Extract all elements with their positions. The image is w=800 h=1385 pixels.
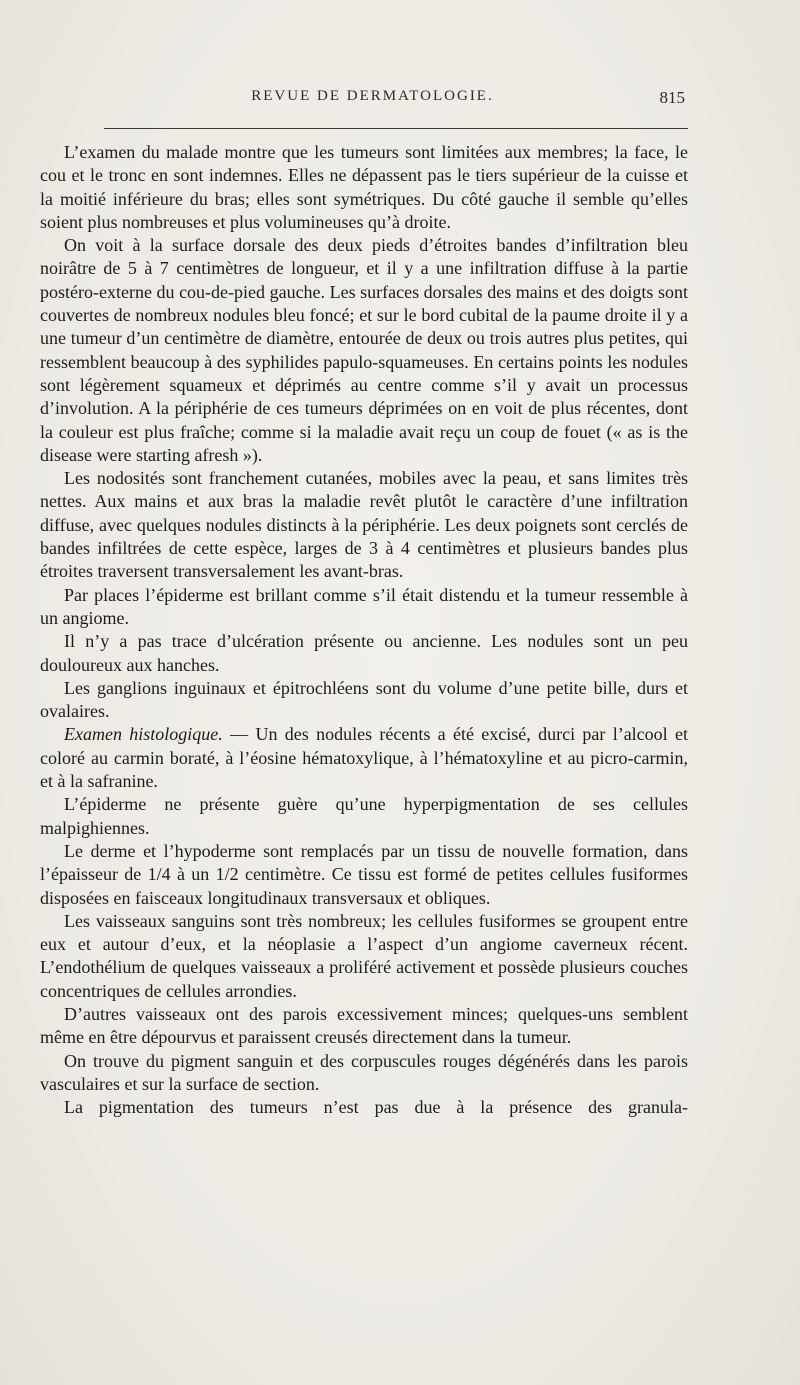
section-heading-italic: Examen histologique.: [64, 724, 223, 745]
body-text: [40, 141, 688, 1119]
paragraph: Les ganglions inguinaux et épitrochléens sont du volume d’une petite bille, durs et ovalaires.: [40, 677, 688, 722]
page-number: 815: [659, 88, 685, 107]
paragraph-text: — Un des nodules récents a été excisé, durci par l’alcool et coloré au carmin boraté, à l’éosine hématoxylique, à l’hématoxyline et au picro-carmin, et à la safranine.: [40, 724, 688, 792]
running-title: REVUE DE DERMATOLOGIE.: [251, 88, 494, 104]
paragraph: Il n’y a pas trace d’ulcération présente ou ancienne. Les nodules sont un peu douloureux aux hanches.: [40, 631, 688, 675]
page-header: [60, 88, 685, 112]
paragraph: D’autres vaisseaux ont des parois excessivement minces; quelques-uns semblent même en être dépourvus et paraissent creusés directement dans la tumeur.: [40, 1003, 688, 1048]
paragraph-continued: La pigmentation des tumeurs n’est pas due à la présence des granula-: [64, 1097, 688, 1118]
paragraph-histology: [40, 723, 688, 793]
paragraph: Par places l’épiderme est brillant comme s’il était distendu et la tumeur ressemble à un angiome.: [40, 584, 688, 628]
header-rule: [104, 128, 688, 129]
paragraph: Le derme et l’hypoderme sont remplacés par un tissu de nouvelle formation, dans l’épaisseur de 1/4 à un 1/2 centimètre. Ce tissu est formé de petites cellules fusiformes disposées en faisceaux longitudinaux transversaux et obliques.: [40, 840, 688, 908]
paragraph: L’examen du malade montre que les tumeurs sont limitées aux membres; la face, le cou et le tronc en sont indemnes. Elles ne dépassent pas le tiers supérieur de la cuisse et la moitié inférieure du bras; elles sont symétriques. Du côté gauche il semble qu’elles soient plus nombreuses et plus volumineuses qu’à droite.: [40, 142, 688, 232]
paragraph: Les nodosités sont franchement cutanées, mobiles avec la peau, et sans limites très nettes. Aux mains et aux bras la maladie revêt plutôt le caractère d’une infiltration diffuse, avec quelques nodules distincts à la périphérie. Les deux poignets sont cerclés de bandes infiltrées de cette espèce, larges de 3 à 4 centimètres et plusieurs bandes plus étroites traversent transversalement les avant-bras.: [40, 468, 688, 582]
paragraph: On trouve du pigment sanguin et des corpuscules rouges dégénérés dans les parois vasculaires et sur la surface de section.: [40, 1050, 688, 1094]
paragraph: On voit à la surface dorsale des deux pieds d’étroites bandes d’infiltration bleu noirâtre de 5 à 7 centimètres de longueur, et il y a une infiltration diffuse à la partie postéro-externe du cou-de-pied gauche. Les surfaces dorsales des mains et des doigts sont couvertes de nombreux nodules bleu foncé; et sur le bord cubital de la paume droite il y a une tumeur d’un centimètre de diamètre, entourée de deux ou trois autres plus petites, qui ressemblent beaucoup à des syphilides papulo-squameuses. En certains points les nodules sont légèrement squameux et déprimés au centre comme s’il y avait un processus d’involution. A la périphérie de ces tumeurs déprimées on en voit de plus récentes, dont la couleur est plus fraîche; comme si la maladie avait reçu un coup de fouet (« as is the disease were starting afresh »).: [40, 235, 688, 465]
paragraph: Les vaisseaux sanguins sont très nombreux; les cellules fusiformes se groupent entre eux et autour d’eux, et la néoplasie a l’aspect d’un angiome caverneux récent. L’endothélium de quelques vaisseaux a proliféré activement et possède plusieurs couches concentriques de cellules arrondies.: [40, 910, 688, 1001]
paragraph: L’épiderme ne présente guère qu’une hyperpigmentation de ses cellules malpighiennes.: [40, 794, 688, 838]
